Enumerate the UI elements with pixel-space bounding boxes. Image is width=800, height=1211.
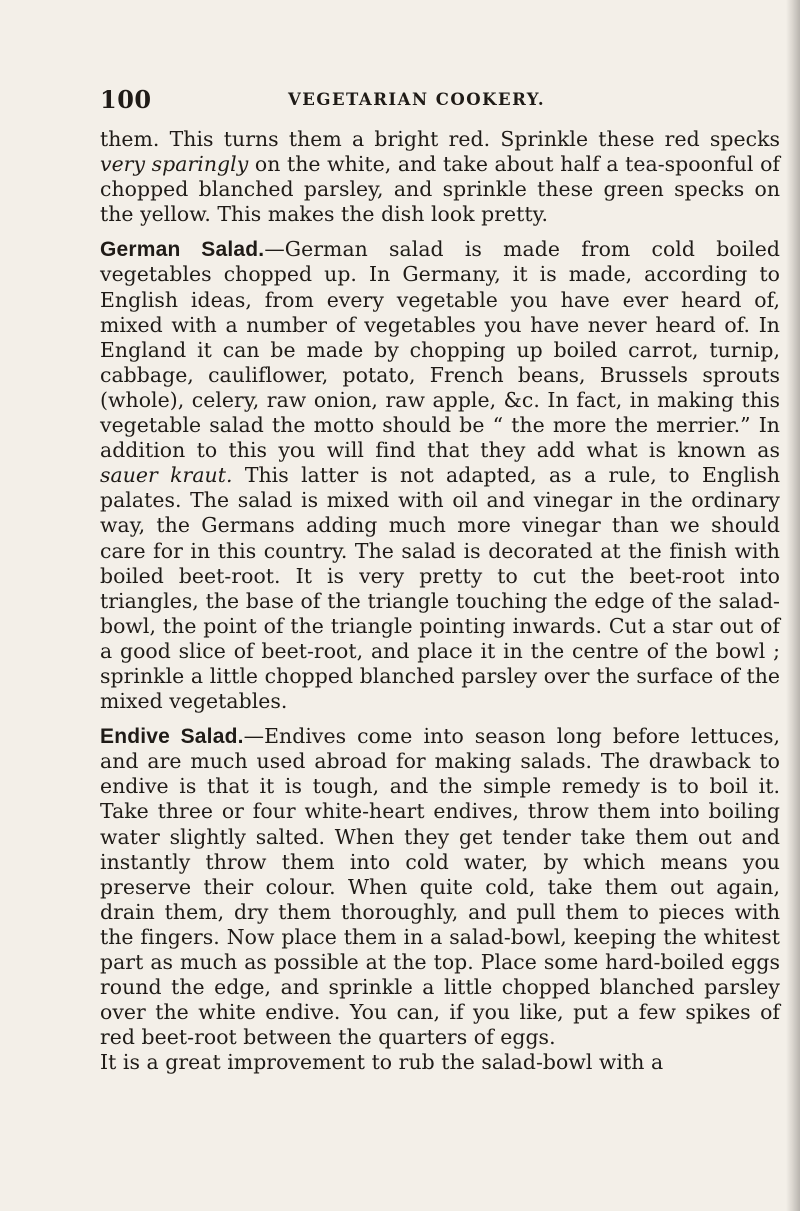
running-title: VEGETARIAN COOKERY. <box>288 90 546 109</box>
paragraph-german-salad <box>100 237 780 714</box>
page-number: 100 <box>100 85 152 114</box>
page-edge-shadow <box>786 0 800 1211</box>
paragraph-endive-salad <box>100 724 780 1050</box>
german-salad-text-a: —German salad is made from cold boiled vegetables chopped up. In Germany, it is made, according to English ideas, from every vegetable you have ever heard of, mixed with a number of vegetables you have never heard of. In England it can be made by chopping up boiled carrot, turnip, cabbage, cauliflower, potato, French beans, Brussels sprouts (whole), celery, raw onion, raw apple, &c. In fact, in making this vegetable salad the motto should be “ the more the merrier.” In addition to this you will find that they add what is known as <box>100 237 780 463</box>
paragraph-continuation <box>100 127 780 227</box>
last-line-text: It is a great improvement to rub the salad-bowl with a <box>100 1050 664 1075</box>
p1-text-a: them. This turns them a bright red. Sprinkle these red specks <box>100 127 780 151</box>
german-salad-text-b: This latter is not adapted, as a rule, to English palates. The salad is mixed with oil and vinegar in the ordinary way, the Germans adding much more vinegar than we should care for in this country. The salad is decorated at the finish with boiled beet-root. It is very pretty to cut the beet-root into triangles, the base of the triangle touching the edge of the salad-bowl, the point of the triangle pointing inwards. Cut a star out of a good slice of beet-root, and place it in the centre of the bowl ; sprinkle a little chopped blanched parsley over the surface of the mixed vegetables. <box>100 463 781 714</box>
p1-emphasis: very sparingly <box>100 152 249 177</box>
endive-salad-text: —Endives come into season long before lettuces, and are much used abroad for making salads. The drawback to endive is that it is tough, and the simple remedy is to boil it. Take three or four white-heart endives, throw them into boiling water slightly salted. When they get tender take them out and instantly throw them into cold water, by which means you preserve their colour. When quite cold, take them out again, drain them, dry them thoroughly, and pull them to pieces with the fingers. Now place them in a salad-bowl, keeping the whitest part as much as possible at the top. Place some hard-boiled eggs round the edge, and sprinkle a little chopped blanched parsley over the white endive. You can, if you like, put a few spikes of red beet-root between the quarters of eggs. <box>100 724 780 1050</box>
paragraph-last-line <box>100 1050 780 1075</box>
endive-salad-heading: Endive Salad. <box>100 725 244 749</box>
german-salad-emphasis: sauer kraut. <box>100 463 233 488</box>
german-salad-heading: German Salad. <box>100 238 265 262</box>
body-text <box>100 127 780 1075</box>
p1-text-b: on the white, and take about half a tea-spoonful of chopped blanched parsley, and sprinkle these green specks on the yellow. This makes the dish look pretty. <box>100 152 780 227</box>
running-head <box>100 85 790 115</box>
